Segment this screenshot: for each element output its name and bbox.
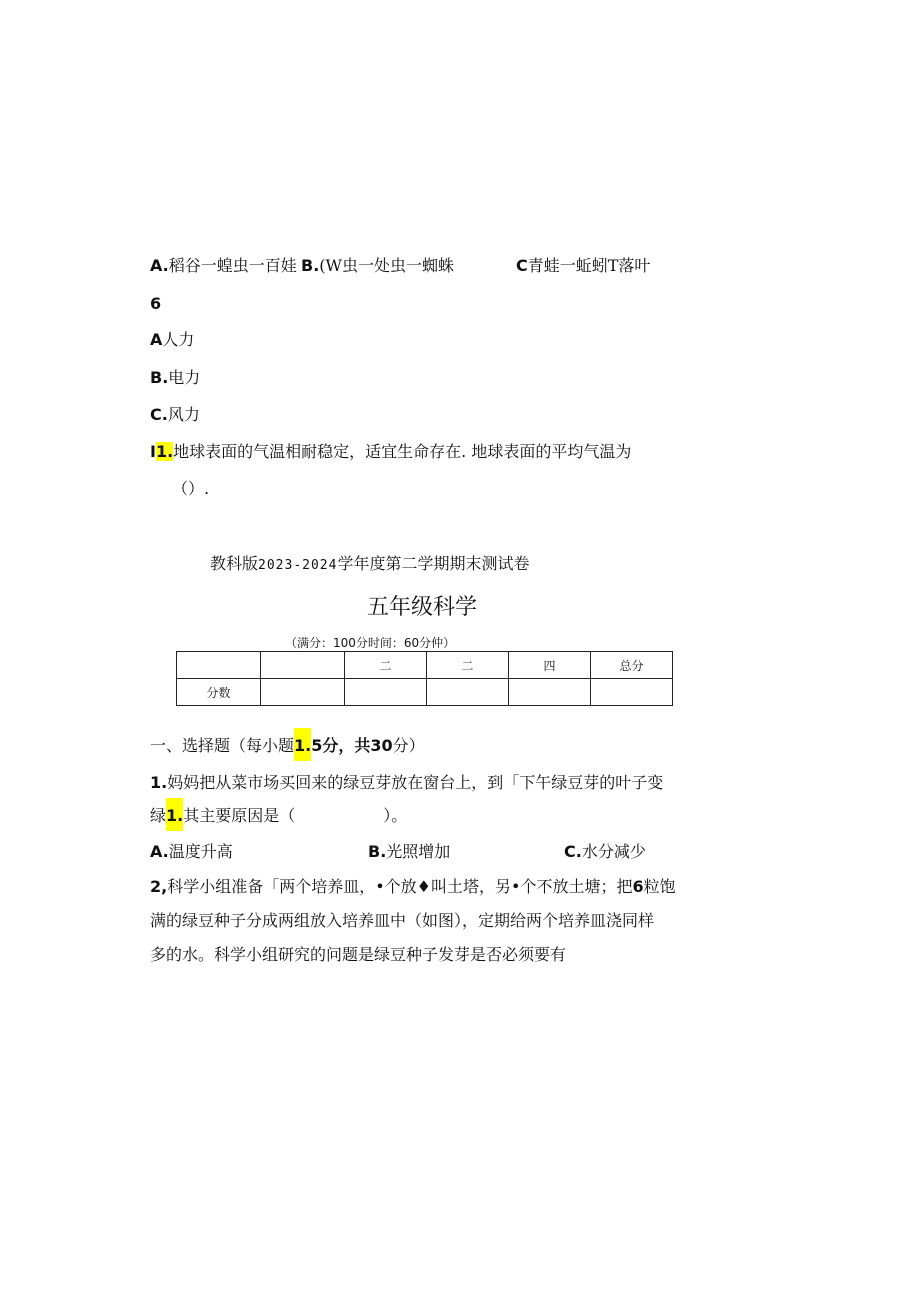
table-cell: 二	[427, 652, 509, 679]
exam-title-term: 学年度第二学期期末测试卷	[337, 554, 530, 573]
prev-option-c	[516, 255, 650, 277]
question-number-highlight: 1.	[166, 798, 183, 831]
table-cell-label: 分数	[177, 679, 261, 706]
option-text: 电力	[168, 368, 201, 387]
table-cell	[177, 652, 261, 679]
question-number: 6	[632, 877, 644, 896]
prev-option-b	[301, 255, 454, 277]
q6-option-b	[150, 367, 200, 389]
question-number: 1.	[150, 773, 168, 792]
option-text: 稻谷一蝗虫一百娃	[168, 256, 297, 275]
option-text: 光照增加	[386, 842, 451, 861]
option-label: A.	[150, 256, 169, 275]
exam-subject: 五年级科学	[367, 595, 478, 620]
table-cell: 二	[345, 652, 427, 679]
section-heading-highlight: 1.	[294, 728, 311, 761]
question-2-line-1	[150, 876, 676, 898]
table-cell: 总分	[591, 652, 673, 679]
option-label: A.	[150, 842, 169, 861]
exam-info: （满分：100分时间：60分仲）	[285, 636, 456, 650]
score-table	[176, 651, 673, 706]
q1-option-b	[368, 841, 450, 863]
question-11	[150, 441, 631, 463]
option-label: B.	[150, 368, 169, 387]
option-text: 人力	[162, 330, 195, 349]
table-cell: 四	[509, 652, 591, 679]
option-label: C.	[150, 405, 168, 424]
exam-title-year: 2023-2024	[258, 558, 338, 573]
table-cell	[591, 679, 673, 706]
question-2-line-3: 多的水。科学小组研究的问题是绿豆种子发芽是否必须要有	[150, 945, 567, 964]
table-cell	[509, 679, 591, 706]
table-row	[177, 679, 673, 706]
table-row	[177, 652, 673, 679]
question-number: 2,	[150, 877, 168, 896]
option-label: A	[150, 330, 163, 349]
question-text: 其主要原因是（	[183, 806, 296, 825]
section-heading-number: 30	[370, 736, 393, 755]
option-text: 青蛙一蚯蚓T落叶	[527, 256, 651, 275]
section-heading-text: 5分，共	[311, 736, 371, 755]
table-cell	[345, 679, 427, 706]
table-cell	[261, 679, 345, 706]
section-heading-text: 一、选择题（每小题	[150, 736, 295, 755]
option-text: 水分减少	[581, 842, 646, 861]
question-2-line-2: 满的绿豆种子分成两组放入培养皿中（如图），定期给两个培养皿浇同样	[150, 911, 655, 930]
question-6-number: 6	[150, 294, 162, 313]
q6-option-a	[150, 329, 194, 351]
q1-option-a	[150, 841, 233, 863]
question-text: 科学小组准备「两个培养皿，•个放♦叫土塔，另•个不放土塘；把	[167, 877, 633, 896]
section-heading-text: 分）	[392, 736, 425, 755]
question-text: 妈妈把从菜市场买回来的绿豆芽放在窗台上，到「下午绿豆芽的叶子变	[167, 773, 664, 792]
table-cell	[427, 679, 509, 706]
question-1-line-2	[150, 805, 407, 827]
question-1-line-1	[150, 772, 663, 794]
exam-title	[210, 553, 529, 577]
option-label: B.	[301, 256, 320, 275]
exam-title-publisher: 教科版	[210, 554, 259, 573]
option-label: B.	[368, 842, 387, 861]
q1-option-c	[564, 841, 646, 863]
q6-option-c	[150, 404, 200, 426]
option-label: C.	[564, 842, 582, 861]
question-text: 粒饱	[643, 877, 676, 896]
option-text: (W虫一处虫一蜘蛛	[319, 256, 454, 275]
table-cell	[261, 652, 345, 679]
option-text: 温度升高	[168, 842, 233, 861]
question-number-highlight: 1.	[155, 442, 174, 461]
prev-option-a	[150, 255, 297, 277]
option-label: C	[516, 256, 528, 275]
option-text: 风力	[167, 405, 200, 424]
question-11-blank: （）.	[172, 479, 210, 498]
question-text: ）。	[383, 806, 408, 825]
question-text: 绿	[150, 806, 167, 825]
question-prefix: I	[150, 442, 156, 461]
question-text: 地球表面的气温相耐稳定，适宜生命存在. 地球表面的平均气温为	[173, 442, 632, 461]
section-heading	[150, 735, 425, 757]
